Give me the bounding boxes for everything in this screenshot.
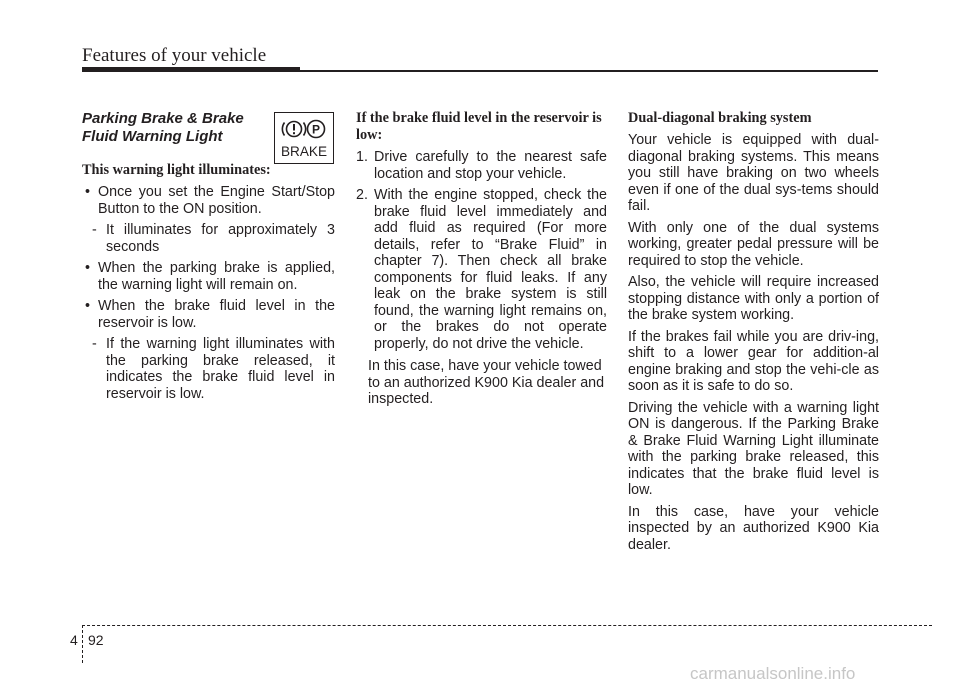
header-rule-thin [300, 70, 878, 72]
step-number: 2. [356, 187, 368, 203]
dash-mark: - [92, 336, 97, 352]
bullet-mark: • [85, 184, 91, 200]
paragraph: In this case, have your vehicle inspected by an authorized K900 Kia dealer. [628, 503, 879, 553]
bullet-item [82, 298, 335, 331]
sub-item-text: If the warning light illuminates with the parking brake released, it indicates the brake fluid level in reservoir is low. [106, 336, 335, 402]
bullet-text: Once you set the Engine Start/Stop Button to the ON position. [98, 184, 335, 217]
step-text: With the engine stopped, check the brake fluid level immediately and add fluid as required (For more details, refer to “Brake Fluid” in chapter 7). Then check all brake components for fluid leaks. If any leak on the brake system is still found, the warning light remains on, or the brakes do not operate properly, do not drive the vehicle. [374, 187, 607, 352]
column-middle [356, 110, 607, 408]
paragraph: Driving the vehicle with a warning light ON is dangerous. If the Parking Brake & Brake Fluid Warning Light illuminate with the parking brake released, this indicates that the brake fluid level is low. [628, 399, 879, 498]
page-number: 92 [88, 632, 104, 648]
chapter-number: 4 [70, 632, 78, 648]
paragraph: Also, the vehicle will require increased stopping distance with only a portion of the brake system working. [628, 274, 879, 323]
paragraph: Your vehicle is equipped with dual-diagonal braking systems. This means you still have braking on two wheels even if one of the dual sys-tems should fail. [628, 132, 879, 214]
sub-item [84, 222, 335, 255]
numbered-step [356, 149, 607, 182]
bullet-item [82, 184, 335, 217]
page-header-title: Features of your vehicle [82, 45, 267, 66]
bullet-text: When the parking brake is applied, the warning light will remain on. [98, 260, 335, 293]
watermark-text: carmanualsonline.info [690, 664, 856, 683]
numbered-step [356, 187, 607, 352]
paragraph: With only one of the dual systems working, greater pedal pressure will be required to stop the vehicle. [628, 219, 879, 269]
brake-icon-label: BRAKE [281, 143, 327, 159]
header-rule-thick [82, 67, 300, 72]
bullet-mark: • [85, 260, 91, 276]
footer-divider [82, 625, 83, 663]
paragraph: If the brakes fail while you are driv-ing, shift to a lower gear for addition-al engine braking and stop the vehi-cle as soon as it is safe to do so. [628, 328, 879, 394]
subheading-dual-diagonal: Dual-diagonal braking system [628, 110, 812, 126]
footer-rule [82, 625, 932, 626]
sub-item-text: It illuminates for approximately 3 seconds [106, 222, 335, 255]
bullet-mark: • [85, 298, 91, 314]
bullet-item [82, 260, 335, 293]
note-paragraph: In this case, have your vehicle towed to an authorized K900 Kia dealer and inspected. [368, 358, 605, 407]
subheading-illuminates: This warning light illuminates: [82, 162, 271, 178]
dash-mark: - [92, 222, 97, 238]
subheading-fluid-low: If the brake fluid level in the reservoir is low: [356, 110, 602, 143]
bullet-text: When the brake fluid level in the reservoir is low. [98, 298, 335, 331]
step-text: Drive carefully to the nearest safe location and stop your vehicle. [374, 149, 607, 182]
sub-item [84, 336, 335, 402]
column-left [82, 110, 335, 402]
section-title: Parking Brake & Brake Fluid Warning Light [82, 110, 244, 145]
svg-text:P: P [311, 122, 321, 137]
column-right [628, 110, 879, 553]
step-number: 1. [356, 149, 368, 165]
